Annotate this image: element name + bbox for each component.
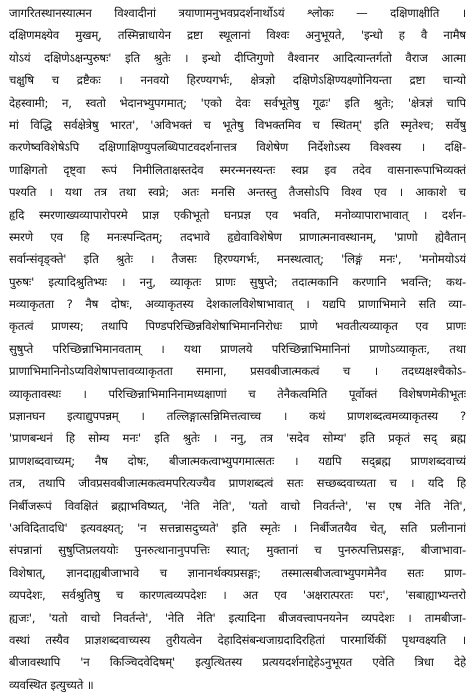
- text-line: दक्षिणमक्ष्येव मुखम्, तस्मिन्नाधायेन द्रष्टा स्थूलानां विश्वः अनुभूयते, 'इन्धो ह वै नामैष: [9, 28, 466, 43]
- text-line: स्मरणे एव हि मनःस्पन्दितम्; तदभावे हृद्येवाविशेषेण प्राणात्मनावस्थानम्, 'प्राणो ह्येवैतान्: [9, 229, 466, 244]
- text-line: प्रज्ञानघन इत्याद्युपपन्नम् । तल्लिङ्गात्सन्निमित्तत्वाच्च । कथं प्राणशब्दत्वमव्याकृतस्य ?: [9, 409, 466, 424]
- text-line: विशेषात्, ज्ञानदाह्यबीजाभावे च ज्ञानानर्थक्यप्रसङ्गः; तस्मात्सबीजत्वाभ्युपगमेनैव सतः प्राण-: [9, 565, 466, 580]
- text-line: व्यवस्थित इत्युच्यते ॥: [9, 677, 94, 692]
- text-line: जागरितस्थानस्यात्मन विश्वादीनां त्रयाणामनुभवप्रदर्शनार्थोऽयं श्लोकः — दक्षिणाक्षीति ।: [9, 6, 466, 20]
- text-line: निर्बीजरूपं विवक्षितं ब्रह्माभविष्यत्, 'नेति नेति', 'यतो वाचो निवर्तन्ते', 'स एष नेति नेति',: [9, 498, 466, 513]
- text-line: चक्षुषि च द्रष्टैकः । ननवयो हिरण्यगर्भः, क्षेत्रज्ञो दक्षिणेऽक्षिण्यक्ष्णोनियन्ता द्रष्टा चान्यो: [9, 73, 466, 88]
- text-line: सर्वान्संवृङ्क्ते' इति श्रुतेः । तैजसः हिरण्यगर्भः, मनस्थत्वात्; 'लिङ्गं मनः', 'मनोमयोऽयं: [9, 252, 466, 267]
- text-line: करणेष्वविशेषेऽपि दक्षिणाक्षिण्युपलब्धिपाटवदर्शनात्तत्र विशेषेण निर्देशोऽस्य विश्वस्य । दक्षि-: [9, 140, 466, 155]
- text-line: प्राणशब्दवाच्यम्; नैष दोषः, बीजात्मकत्वाभ्युपगमात्सतः । यद्यपि सद्ब्रह्म प्राणशब्दवाच्यं: [9, 453, 466, 468]
- text-line: सुषुप्ते परिच्छिन्नाभिमानवताम् । यथा प्राणलये परिच्छिन्नाभिमानिनां प्राणोऽव्याकृतः, तथा: [9, 341, 466, 356]
- text-line: णाक्षिगतो दृष्ट्वा रूपं निमीलिताक्षस्तदेव स्मरन्मनस्यन्तः स्वप्न इव तदेव वासनारूपाभिव्यक्तं: [9, 162, 466, 177]
- text-line: मव्याकृतता ? नैष दोषः, अव्याकृतस्य देशकालविशेषाभावात् । यद्यपि प्राणाभिमाने सति व्या-: [9, 297, 466, 312]
- text-line: व्यपदेशः, सर्वश्रुतिषु च कारणत्वव्यपदेशः । अत एव 'अक्षरात्परतः परः', 'सबाह्याभ्यन्तरो: [9, 588, 466, 603]
- sanskrit-commentary-text: [9, 2, 466, 696]
- text-line: योऽयं दक्षिणेऽक्षन्पुरुषः' इति श्रुतेः । इन्धो दीप्तिगुणो वैश्वानर आदित्यान्तर्गतो वैराज आत्मा: [9, 50, 466, 65]
- text-line: ह्यजः', 'यतो वाचो निवर्तन्ते', 'नेति नेति' इत्यादिना बीजवत्त्वापनयनेन व्यपदेशः । तामबीजा-: [9, 610, 466, 625]
- text-line: 'अविदितादधि' इत्यवक्ष्यत्; 'न सत्तन्नासदुच्यते' इति स्मृतेः । निर्बीजतयैव चेत्, सति प्रलीनानां: [9, 520, 466, 535]
- text-line: प्राणाभिमानिनोऽप्यविशेषापत्तावव्याकृतता समाना, प्रसवबीजात्मकत्वं च । तदध्यक्षश्चैकोऽ-: [9, 364, 466, 379]
- text-line: बीजावस्थापि 'न किञ्चिदवेदिषम्' इत्युत्थितस्य प्रत्ययदर्शनाद्देहेऽनुभूयत एवेति त्रिधा देहे: [9, 655, 466, 670]
- text-line: तत्र, तथापि जीवप्रसवबीजात्मकत्वमपरित्यज्यैव प्राणशब्दत्वं सतः सच्छब्दवाच्यता च । यदि हि: [9, 476, 466, 491]
- text-line: वस्थां तस्यैव प्राज्ञशब्दवाच्यस्य तुरीयत्वेन देहादिसंबन्धजाग्रदादिरहितां पारमार्थिकीं पृथग्वक्ष्यति ।: [9, 632, 466, 647]
- text-line: संपन्नानां सुषुप्तिप्रलययोः पुनरुत्थानानुपपत्तिः स्यात्; मुक्तानां च पुनरुत्पत्तिप्रसङ्गः, बीजाभावा-: [9, 543, 466, 558]
- text-line: मां विद्धि सर्वक्षेत्रेषु भारत', 'अविभक्तं च भूतेषु विभक्तमिव च स्थितम्' इति स्मृतेश्च; सर्वेषु: [9, 117, 466, 132]
- text-line: 'प्राणबन्धनं हि सोम्य मनः' इति श्रुतेः । ननु, तत्र 'सदेव सोम्य' इति प्रकृतं सद् ब्रह्म: [9, 431, 466, 446]
- text-line: पुरुषः' इत्यादिश्रुतिभ्यः । ननु, व्याकृतः प्राणः सुषुप्ते; तदात्मकानि करणानि भवन्ति; कथ-: [9, 274, 466, 289]
- text-line: देहस्वामी; न, स्वतो भेदानभ्युपगमात्; 'एको देवः सर्वभूतेषु गूढः' इति श्रुतेः; 'क्षेत्रज्ञं चापि: [9, 95, 466, 110]
- text-line: कृतत्वं प्राणस्य; तथापि पिण्डपरिच्छिन्नविशेषाभिमाननिरोधः प्राणे भवतीत्यव्याकृत एव प्राणः: [9, 319, 466, 334]
- text-line: हृदि स्मरणाख्यव्यापारोपरमे प्राज्ञ एकीभूतो घनप्रज्ञ एव भवति, मनोव्यापाराभावात् । दर्शन-: [9, 207, 466, 222]
- text-line: व्याकृतावस्थः । परिच्छिन्नाभिमानिनामध्यक्षाणां च तेनैकत्वमिति पूर्वोक्तं विशेषणमेकीभूतः: [9, 386, 466, 401]
- text-line: पश्यति । यथा तत्र तथा स्वप्ने; अतः मनसि अन्तस्तु तैजसोऽपि विश्व एव । आकाशे च: [9, 185, 466, 200]
